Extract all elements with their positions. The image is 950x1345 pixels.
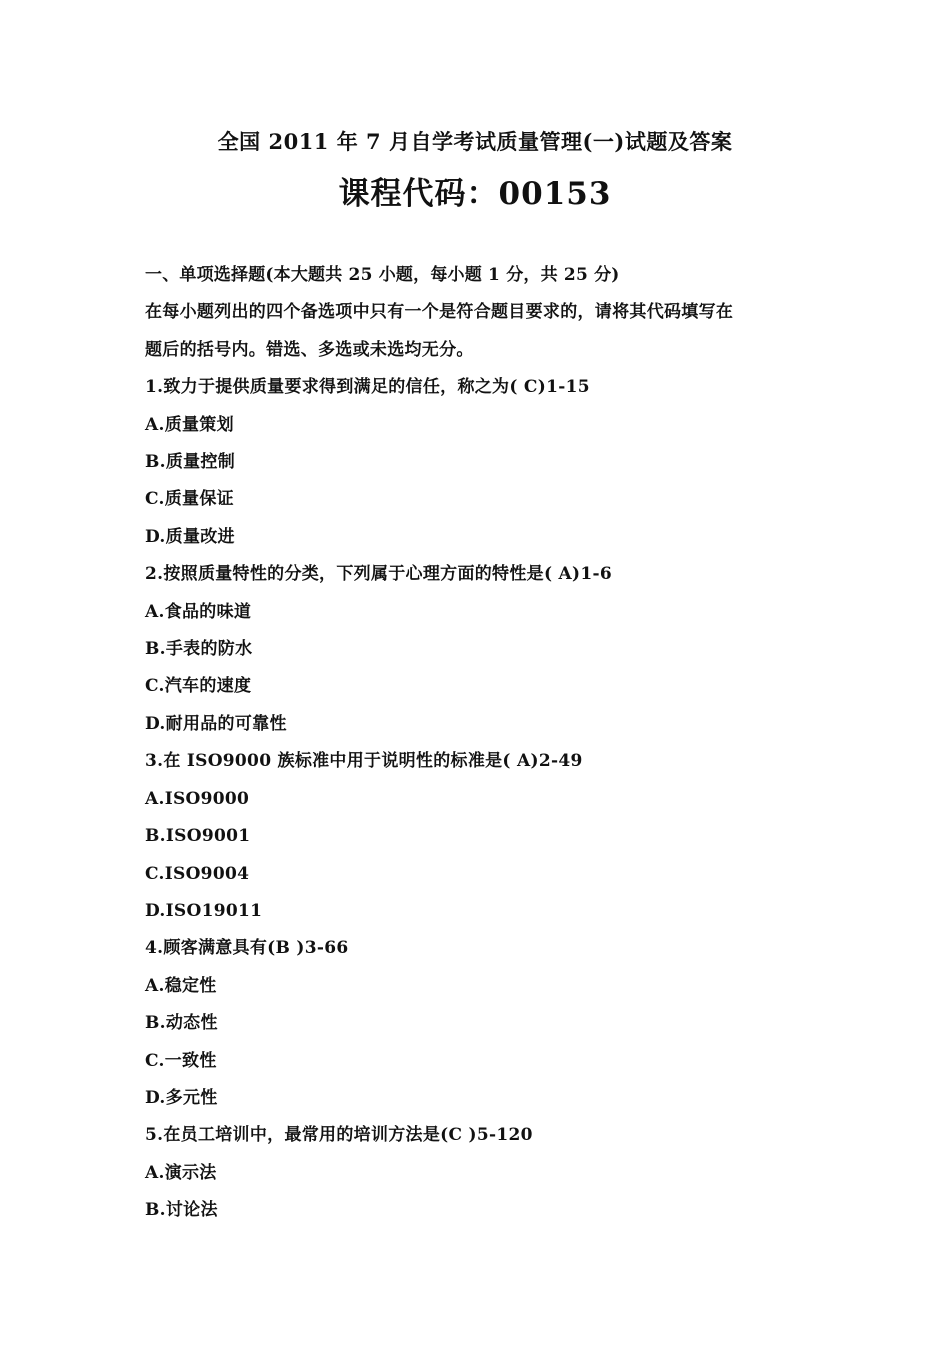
option-c: C.ISO9004 [145, 863, 250, 884]
option-b: B.质量控制 [145, 452, 236, 473]
section-instructions-line-1: 在每小题列出的四个备选项中只有一个是符合题目要求的，请将其代码填写在 [145, 302, 734, 323]
option-a: A.稳定性 [145, 975, 217, 996]
course-code: 课程代码：00153 [338, 176, 612, 212]
option-b: B.动态性 [145, 1013, 218, 1034]
option-d: D.耐用品的可靠性 [145, 713, 287, 734]
question-1 [145, 369, 825, 556]
option-d: D.质量改进 [145, 526, 235, 547]
question-stem: 3.在 ISO9000 族标准中用于说明性的标准是( A)2-49 [145, 751, 583, 772]
question-2 [145, 556, 825, 743]
option-b: B.手表的防水 [145, 639, 253, 660]
question-stem: 1.致力于提供质量要求得到满足的信任，称之为( C)1-15 [145, 377, 590, 398]
document-title: 全国 2011 年 7 月自学考试质量管理(一)试题及答案 [217, 129, 733, 154]
question-stem: 4.顾客满意具有(B )3-66 [145, 938, 349, 959]
document-body [145, 257, 825, 1230]
question-5 [145, 1117, 825, 1229]
option-d: D.ISO19011 [145, 900, 263, 921]
question-stem: 5.在员工培训中，最常用的培训方法是(C )5-120 [145, 1125, 533, 1146]
question-stem: 2.按照质量特性的分类，下列属于心理方面的特性是( A)1-6 [145, 564, 612, 585]
option-c: C.质量保证 [145, 489, 234, 510]
option-a: A.食品的味道 [145, 601, 252, 622]
option-d: D.多元性 [145, 1087, 218, 1108]
option-a: A.质量策划 [145, 414, 234, 435]
option-c: C.汽车的速度 [145, 676, 252, 697]
option-a: A.ISO9000 [145, 788, 250, 809]
option-a: A.演示法 [145, 1162, 217, 1183]
section-instructions-line-2: 题后的括号内。错选、多选或未选均无分。 [145, 339, 474, 360]
option-b: B.ISO9001 [145, 826, 251, 847]
section-heading: 一、单项选择题(本大题共 25 小题，每小题 1 分，共 25 分) [145, 265, 620, 285]
question-4 [145, 930, 825, 1117]
question-3 [145, 743, 825, 930]
option-b: B.讨论法 [145, 1200, 218, 1221]
option-c: C.一致性 [145, 1050, 217, 1071]
